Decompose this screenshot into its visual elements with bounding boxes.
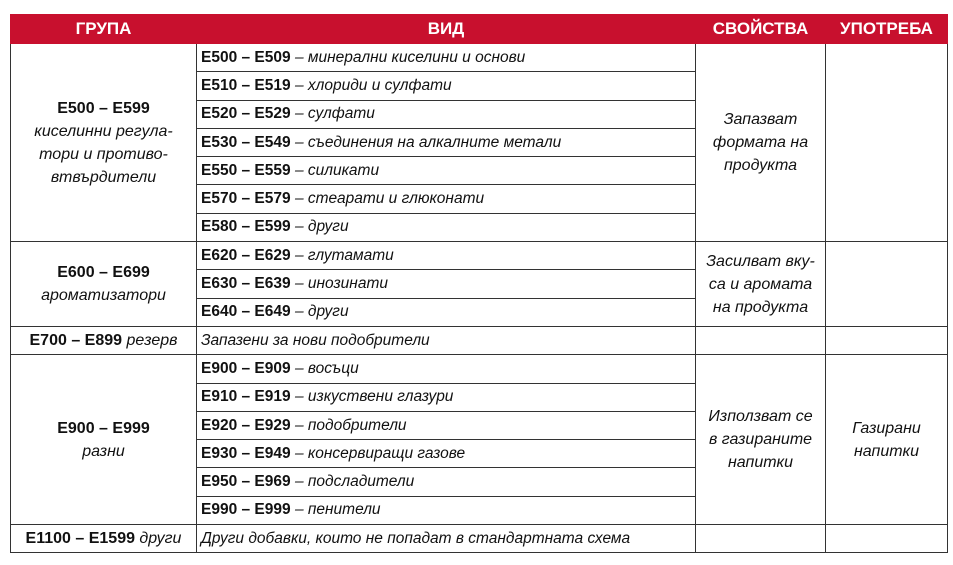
properties-cell <box>696 326 826 354</box>
usage-cell <box>826 355 948 525</box>
kind-code: Е550 – Е559 <box>201 161 291 179</box>
kind-text: – консервиращи газове <box>290 444 466 462</box>
table-body <box>11 44 948 553</box>
kind-cell <box>197 440 696 468</box>
group-description: други <box>134 530 182 548</box>
kind-code: Е530 – Е549 <box>201 133 291 151</box>
usage-line: напитки <box>853 442 919 460</box>
properties-line: в газираните <box>708 431 813 449</box>
kind-cell <box>197 100 696 128</box>
group-description: резерв <box>122 332 178 350</box>
kind-text: – стеарати и глюконати <box>290 190 485 208</box>
kind-text: – минерални киселини и основи <box>290 48 526 66</box>
kind-cell <box>197 355 696 383</box>
properties-line: Използват се <box>708 408 813 426</box>
table-row <box>11 355 948 383</box>
properties-line: продукта <box>723 157 798 175</box>
kind-code: Е580 – Е599 <box>201 218 291 236</box>
table-row <box>11 44 948 72</box>
properties-cell <box>696 242 826 327</box>
kind-cell: Други добавки, които не попадат в стандартната схема <box>197 525 696 553</box>
header-properties: СВОЙСТВА <box>696 15 826 44</box>
properties-line: Засилват вку- <box>706 252 815 270</box>
kind-cell <box>197 298 696 326</box>
table-row <box>11 242 948 270</box>
additives-table <box>10 14 948 553</box>
kind-cell <box>197 213 696 241</box>
kind-text: – изкуствени глазури <box>290 388 454 406</box>
kind-cell <box>197 242 696 270</box>
kind-text: – глутамати <box>290 246 394 264</box>
kind-code: Е510 – Е519 <box>201 76 291 94</box>
group-code: Е600 – Е699 <box>57 264 150 282</box>
kind-cell <box>197 468 696 496</box>
group-cell <box>11 44 197 242</box>
kind-text: – подсладители <box>290 473 415 491</box>
usage-line: Газирани <box>852 419 921 437</box>
group-cell <box>11 242 197 327</box>
properties-line: Запазват <box>723 111 798 129</box>
group-code: Е1100 – Е1599 <box>25 530 135 548</box>
table-row <box>11 525 948 553</box>
properties-cell <box>696 355 826 525</box>
usage-cell <box>826 326 948 354</box>
properties-line: на продукта <box>712 298 809 316</box>
kind-cell <box>197 411 696 439</box>
header-kind: ВИД <box>197 15 696 44</box>
properties-cell <box>696 44 826 242</box>
table-row <box>11 326 948 354</box>
kind-cell <box>197 128 696 156</box>
kind-code: Е910 – Е919 <box>201 388 291 406</box>
kind-cell <box>197 383 696 411</box>
kind-code: Е620 – Е629 <box>201 246 291 264</box>
group-description-line: тори и противо- <box>39 145 168 163</box>
group-cell <box>11 326 197 354</box>
kind-cell <box>197 44 696 72</box>
kind-code: Е920 – Е929 <box>201 416 291 434</box>
group-code: Е500 – Е599 <box>57 99 150 117</box>
kind-code: Е900 – Е909 <box>201 359 291 377</box>
kind-cell <box>197 496 696 524</box>
kind-code: Е640 – Е649 <box>201 303 291 321</box>
kind-cell <box>197 185 696 213</box>
group-description-line: ароматизатори <box>41 287 166 305</box>
kind-text: – други <box>290 218 349 236</box>
kind-text: – восъци <box>290 359 359 377</box>
kind-code: Е630 – Е639 <box>201 275 291 293</box>
kind-text: – пенители <box>290 501 381 519</box>
kind-code: Е520 – Е529 <box>201 105 291 123</box>
kind-cell <box>197 72 696 100</box>
kind-cell: Запазени за нови подобрители <box>197 326 696 354</box>
kind-code: Е990 – Е999 <box>201 501 291 519</box>
kind-code: Е950 – Е969 <box>201 473 291 491</box>
kind-code: Е500 – Е509 <box>201 48 291 66</box>
properties-line: формата на <box>712 134 809 152</box>
table-header <box>11 15 948 44</box>
header-group: ГРУПА <box>11 15 197 44</box>
usage-cell <box>826 242 948 327</box>
properties-cell <box>696 525 826 553</box>
kind-text: – други <box>290 303 349 321</box>
group-description-line: втвърдители <box>50 168 157 186</box>
kind-code: Е570 – Е579 <box>201 190 291 208</box>
usage-cell <box>826 44 948 242</box>
kind-text: – сулфати <box>290 105 375 123</box>
kind-text: – подобрители <box>290 416 407 434</box>
kind-cell <box>197 157 696 185</box>
usage-cell <box>826 525 948 553</box>
kind-cell <box>197 270 696 298</box>
header-row <box>11 15 948 44</box>
properties-line: са и аромата <box>708 275 813 293</box>
kind-text: – хлориди и сулфати <box>290 76 452 94</box>
kind-text: – инозинати <box>290 275 388 293</box>
kind-text: – съединения на алкалните метали <box>290 133 562 151</box>
properties-line: напитки <box>727 454 793 472</box>
group-code: Е900 – Е999 <box>57 419 150 437</box>
group-cell <box>11 355 197 525</box>
group-description-line: разни <box>82 442 125 460</box>
header-usage: УПОТРЕБА <box>826 15 948 44</box>
group-description-line: киселинни регула- <box>34 122 173 140</box>
kind-code: Е930 – Е949 <box>201 444 291 462</box>
group-cell <box>11 525 197 553</box>
group-code: Е700 – Е899 <box>29 332 123 350</box>
kind-text: – силикати <box>290 161 380 179</box>
